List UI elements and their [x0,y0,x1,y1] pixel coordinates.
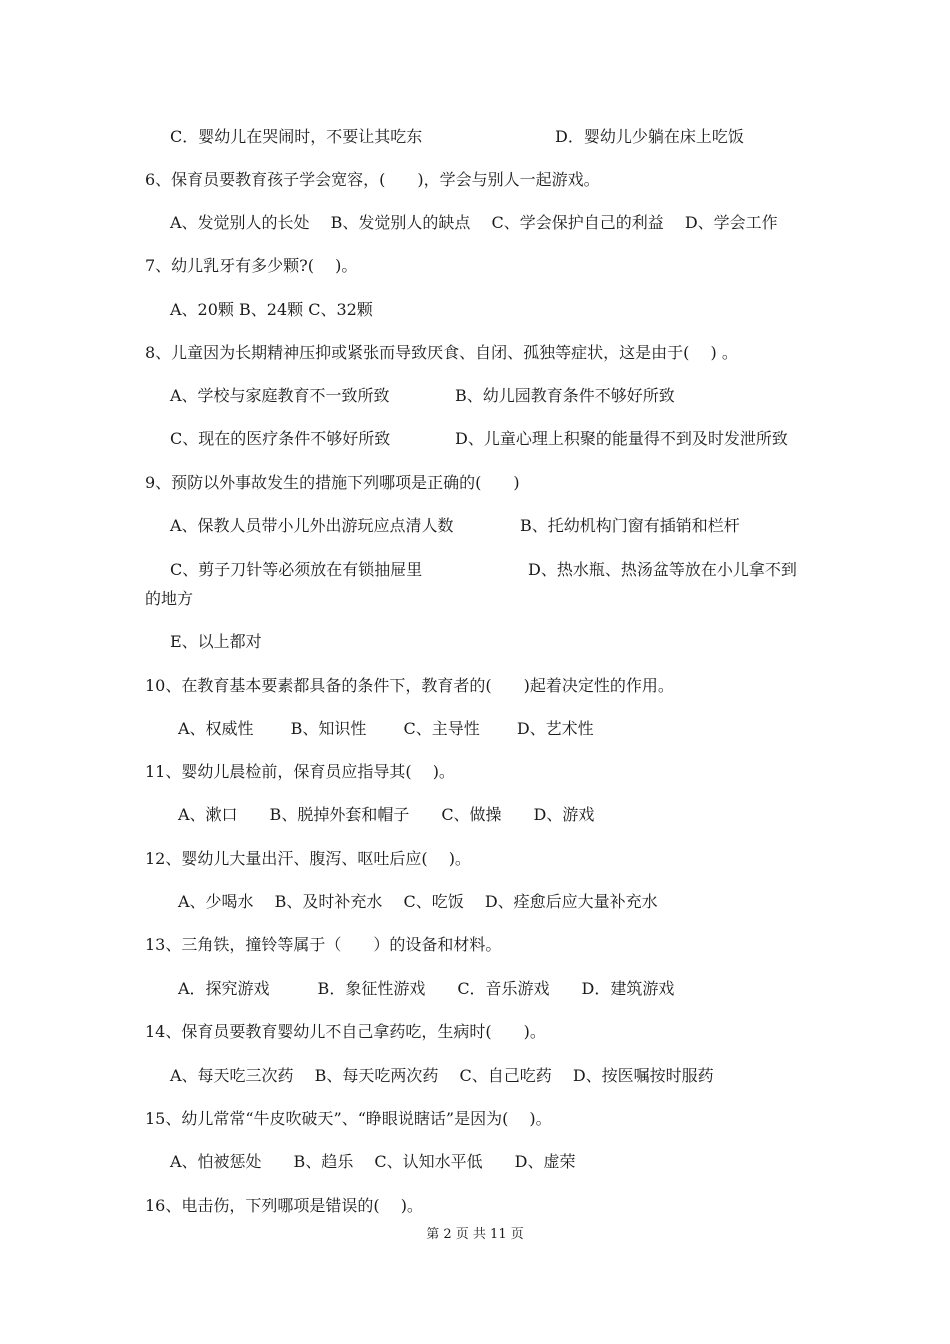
q9-option-d-continued: 的地方 [145,589,194,608]
question-15-options: A、怕被惩处 B、趋乐 C、认知水平低 D、虚荣 [170,1152,576,1171]
question-11: 11、婴幼儿晨检前，保育员应指导其( )。 [145,762,455,781]
question-9: 9、预防以外事故发生的措施下列哪项是正确的( ) [145,473,520,492]
question-16: 16、电击伤，下列哪项是错误的( )。 [145,1196,423,1215]
question-14: 14、保育员要教育婴幼儿不自己拿药吃，生病时( )。 [145,1022,546,1041]
question-13-options: A．探究游戏 B．象征性游戏 C．音乐游戏 D．建筑游戏 [178,979,675,998]
q5-option-c: C．婴幼儿在哭闹时，不要让其吃东 [170,127,423,146]
question-8: 8、儿童因为长期精神压抑或紧张而导致厌食、自闭、孤独等症状，这是由于( ) 。 [145,343,738,362]
q8-option-b: B、幼儿园教育条件不够好所致 [455,386,675,405]
question-13: 13、三角铁，撞铃等属于（ ）的设备和材料。 [145,935,502,954]
q9-option-c: C、剪子刀针等必须放在有锁抽屉里 [170,560,423,579]
question-10: 10、在教育基本要素都具备的条件下，教育者的( )起着决定性的作用。 [145,676,674,695]
page-footer: 第 2 页 共 11 页 [426,1227,524,1242]
q5-option-d: D．婴幼儿少躺在床上吃饭 [555,127,744,146]
question-12-options: A、少喝水 B、及时补充水 C、吃饭 D、痊愈后应大量补充水 [178,892,658,911]
question-14-options: A、每天吃三次药 B、每天吃两次药 C、自己吃药 D、按医嘱按时服药 [170,1066,714,1085]
q8-option-d: D、儿童心理上积聚的能量得不到及时发泄所致 [455,429,788,448]
question-6-options: A、发觉别人的长处 B、发觉别人的缺点 C、学会保护自己的利益 D、学会工作 [170,213,778,232]
question-12: 12、婴幼儿大量出汗、腹泻、呕吐后应( )。 [145,849,471,868]
q9-option-a: A、保教人员带小儿外出游玩应点清人数 [170,516,454,535]
question-15: 15、幼儿常常“牛皮吹破天”、“睁眼说瞎话”是因为( )。 [145,1109,552,1128]
q8-option-c: C、现在的医疗条件不够好所致 [170,429,391,448]
question-10-options: A、权威性 B、知识性 C、主导性 D、艺术性 [178,719,594,738]
q9-option-d: D、热水瓶、热汤盆等放在小儿拿不到 [528,560,797,579]
question-7-options: A、20颗 B、24颗 C、32颗 [170,300,373,319]
q8-option-a: A、学校与家庭教育不一致所致 [170,386,390,405]
question-11-options: A、漱口 B、脱掉外套和帽子 C、做操 D、游戏 [178,805,595,824]
q9-option-e: E、以上都对 [170,632,262,651]
q9-option-b: B、托幼机构门窗有插销和栏杆 [520,516,740,535]
question-6: 6、保育员要教育孩子学会宽容，( )，学会与别人一起游戏。 [145,170,600,189]
question-7: 7、幼儿乳牙有多少颗?( )。 [145,256,358,275]
